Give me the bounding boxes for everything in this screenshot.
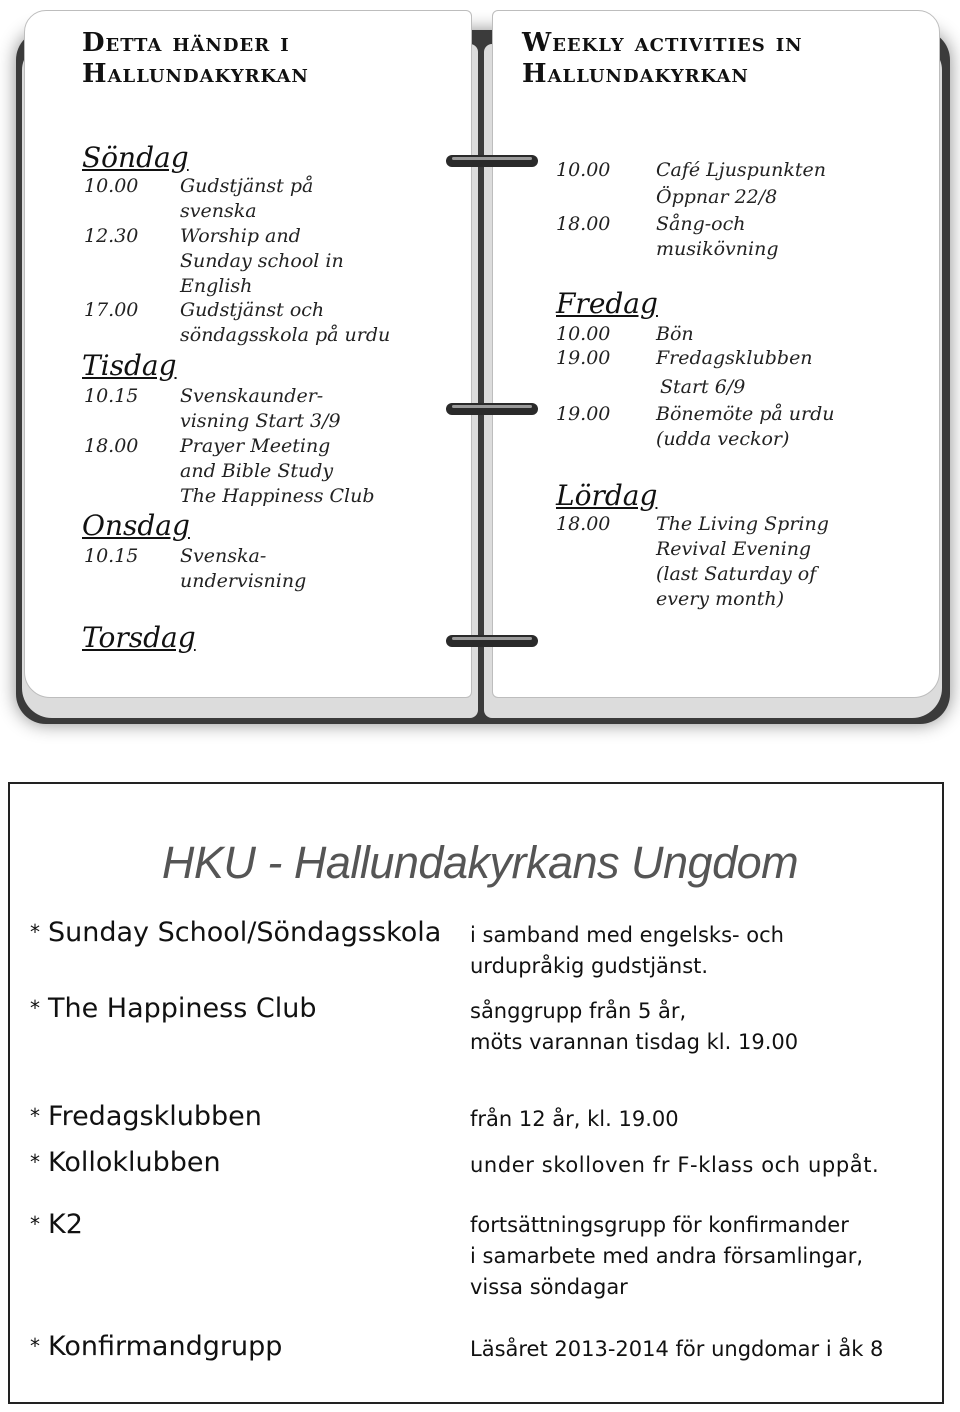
entry-text: Bönemöte på urdu [656,403,835,425]
day-heading-torsdag: Torsdag [82,621,196,654]
group-name [30,1330,282,1363]
group-description [470,1104,679,1135]
entry-time: 18.00 [84,435,139,457]
day-heading-lordag: Lördag [556,479,658,512]
day-heading-fredag: Fredag [556,287,658,320]
entry-time: 10.15 [84,545,139,567]
group-name [30,1208,83,1241]
entry-text: Café Ljuspunkten [656,159,826,181]
title-line: Hallundakyrkan [522,59,749,89]
group-description [470,1150,879,1181]
bullet-star: * [30,1334,40,1358]
group-description [470,996,798,1058]
group-description-line: fortsättningsgrupp för konfirmander [470,1213,849,1237]
entry-note: Öppnar 22/8 [656,186,778,208]
entry-text: (last Saturday of [656,563,817,585]
entry-text: svenska [180,200,257,222]
entry-time: 10.00 [84,175,139,197]
group-name-label: Kolloklubben [48,1147,221,1178]
group-name-label: The Happiness Club [48,993,317,1024]
group-description-line: i samarbete med andra församlingar, [470,1244,864,1268]
entry-note: Start 6/9 [660,376,746,398]
group-name [30,1146,221,1179]
bullet-star: * [30,1212,40,1236]
entry-text: Gudstjänst på [180,175,314,197]
group-description [470,1210,863,1303]
group-description-line: under skolloven fr F-klass och uppåt. [470,1153,880,1177]
entry-time: 18.00 [556,513,611,535]
group-name-label: Konfirmandgrupp [48,1331,283,1362]
entry-text: Fredagsklubben [656,347,813,369]
left-page-title [82,28,452,90]
group-name-label: Sunday School/Söndagsskola [48,917,442,948]
entry-text: Prayer Meeting [180,435,331,457]
day-heading-onsdag: Onsdag [82,509,190,542]
entry-time: 10.00 [556,323,611,345]
title-line: Weekly activities in [522,28,803,58]
group-description [470,1334,883,1365]
day-heading-tisdag: Tisdag [82,349,177,382]
group-name [30,916,441,949]
entry-text: English [180,275,253,297]
group-description [470,920,784,982]
entry-time: 10.15 [84,385,139,407]
group-name [30,1100,262,1133]
bullet-star: * [30,1104,40,1128]
group-name-label: Fredagsklubben [48,1101,262,1132]
entry-text: and Bible Study [180,460,334,482]
group-name-label: K2 [48,1209,83,1240]
entry-text: undervisning [180,570,307,592]
binder-ring-icon [446,398,538,420]
entry-text: every month) [656,588,785,610]
entry-text: The Living Spring [656,513,829,535]
group-name [30,992,316,1025]
group-description-line: vissa söndagar [470,1275,628,1299]
group-description-line: urdupråkig gudstjänst. [470,954,709,978]
entry-text: Bön [656,323,694,345]
entry-text: The Happiness Club [180,485,375,507]
group-description-line: i samband med engelsks- och [470,923,784,947]
title-line: Hallundakyrkan [82,59,309,89]
right-page-title [522,28,922,90]
bullet-star: * [30,996,40,1020]
entry-text: Gudstjänst och [180,299,325,321]
entry-text: Svenskaunder- [180,385,324,407]
entry-time: 17.00 [84,299,139,321]
entry-text: (udda veckor) [656,428,790,450]
entry-text: Sång-och [656,213,746,235]
group-description-line: sånggrupp från 5 år, [470,999,687,1023]
entry-text: Worship and [180,225,301,247]
binder-ring-icon [446,630,538,652]
binder-ring-icon [446,150,538,172]
entry-text: Svenska- [180,545,267,567]
entry-time: 10.00 [556,159,611,181]
entry-time: 12.30 [84,225,139,247]
group-description-line: möts varannan tisdag kl. 19.00 [470,1030,799,1054]
bullet-star: * [30,1150,40,1174]
entry-text: Revival Evening [656,538,812,560]
entry-text: musikövning [656,238,779,260]
title-line: Detta händer i [82,28,290,58]
group-description-line: Läsåret 2013-2014 för ungdomar i åk 8 [470,1337,884,1361]
day-heading-sondag: Söndag [82,141,189,174]
entry-time: 18.00 [556,213,611,235]
entry-text: Sunday school in [180,250,344,272]
group-description-line: från 12 år, kl. 19.00 [470,1107,679,1131]
entry-text: visning Start 3/9 [180,410,341,432]
bullet-star: * [30,920,40,944]
entry-text: söndagsskola på urdu [180,324,391,346]
hku-title: HKU - Hallundakyrkans Ungdom [161,837,799,888]
entry-time: 19.00 [556,403,611,425]
entry-time: 19.00 [556,347,611,369]
